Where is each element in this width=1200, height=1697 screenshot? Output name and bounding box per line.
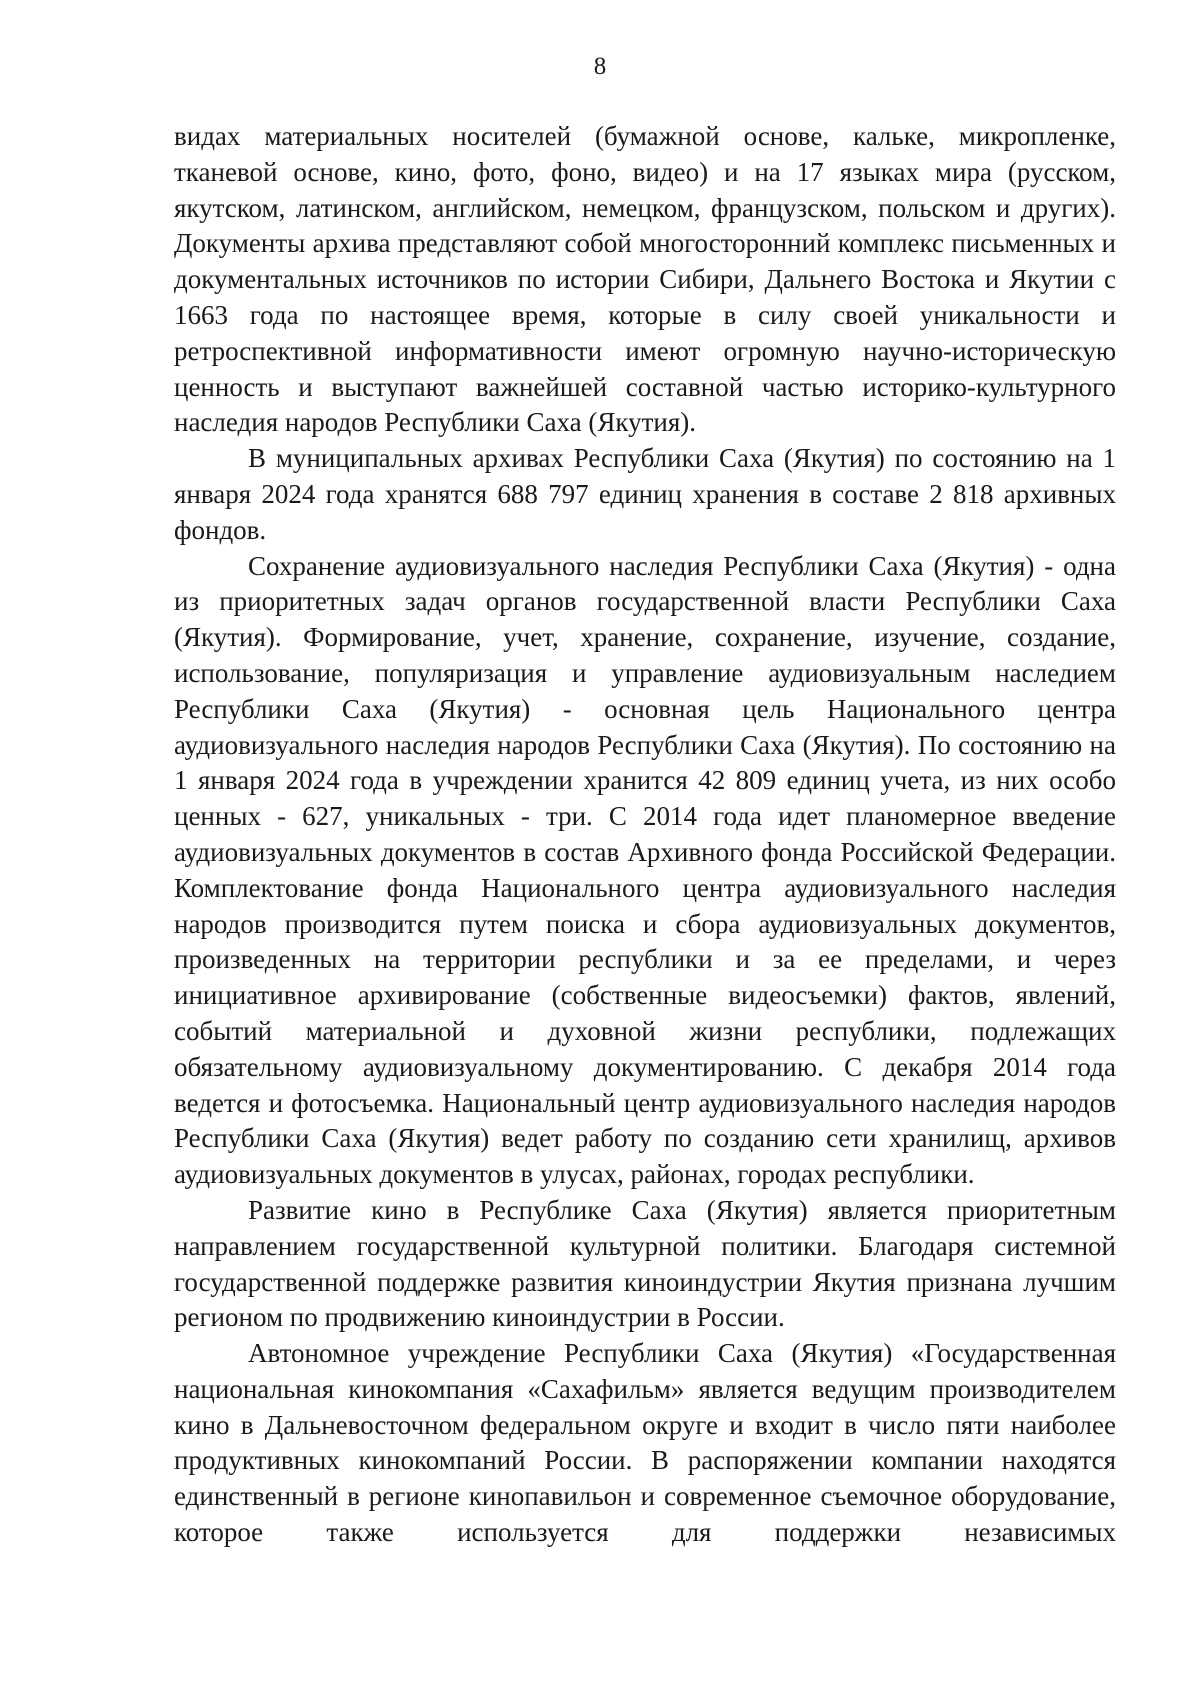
page-number: 8 — [593, 53, 607, 80]
paragraph-municipal-archives: В муниципальных архивах Республики Саха (Якутия) по состоянию на 1 января 2024 года хранятся 688 797 единиц хранения в составе 2 818 архивных фондов. — [174, 443, 1116, 545]
paragraph-audiovisual-heritage: Сохранение аудиовизуального наследия Республики Саха (Якутия) - одна из приоритетных задач органов государственной власти Республики Саха (Якутия). Формирование, учет, хранение, сохранение, изучение, создание, использование, популяризация и управление аудиовизуальным наследием Республики Саха (Якутия) - основная цель Национального центра аудиовизуального наследия народов Республики Саха (Якутия). По состоянию на 1 января 2024 года в учреждении хранится 42 809 единиц учета, из них особо ценных - 627, уникальных - три. С 2014 года идет планомерное введение аудиовизуальных документов в состав Архивного фонда Российской Федерации. Комплектование фонда Национального центра аудиовизуального наследия народов производится путем поиска и сбора аудиовизуальных документов, произведенных на территории республики и за ее пределами, и через инициативное архивирование (собственные видеосъемки) фактов, явлений, событий материальной и духовной жизни республики, подлежащих обязательному аудиовизуальному документированию. С декабря 2014 года ведется и фотосъемка. Национальный центр аудиовизуального наследия народов Республики Саха (Якутия) ведет работу по созданию сети хранилищ, архивов аудиовизуальных документов в улусах, районах, городах республики. — [174, 550, 1116, 1190]
paragraph-sakhafilm: Автономное учреждение Республики Саха (Якутия) «Государственная национальная кинокомпания «Сахафильм» является ведущим производителем кино в Дальневосточном федеральном округе и входит в число пяти наиболее продуктивных кинокомпаний России. В распоряжении компании находятся единственный в регионе кинопавильон и современное съемочное оборудование, которое также используется для поддержки независимых — [174, 1338, 1116, 1548]
body-text — [174, 119, 1116, 1551]
paragraph-cinema-development: Развитие кино в Республике Саха (Якутия) является приоритетным направлением государственной культурной политики. Благодаря системной государственной поддержке развития киноиндустрии Якутия признана лучшим регионом по продвижению киноиндустрии в России. — [174, 1194, 1116, 1333]
paragraph-archive-documents: видах материальных носителей (бумажной основе, кальке, микропленке, тканевой основе, кино, фото, фоно, видео) и на 17 языках мира (русском, якутском, латинском, английском, немецком, французском, польском и других). Документы архива представляют собой многосторонний комплекс письменных и документальных источников по истории Сибири, Дальнего Востока и Якутии с 1663 года по настоящее время, которые в силу своей уникальности и ретроспективной информативности имеют огромную научно-историческую ценность и выступают важнейшей составной частью историко-культурного наследия народов Республики Саха (Якутия). — [174, 121, 1116, 438]
